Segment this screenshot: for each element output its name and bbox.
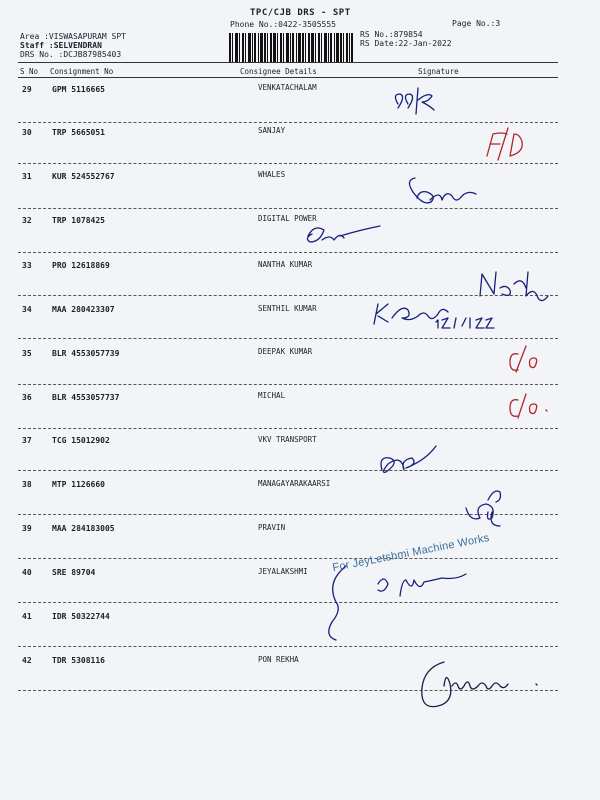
row-consignment: TRP 5665051: [52, 128, 105, 137]
row-separator: [18, 252, 558, 253]
row-sno: 34: [22, 305, 32, 314]
row-consignee: VENKATACHALAM: [258, 83, 317, 92]
row-separator: [18, 338, 558, 339]
row-sno: 37: [22, 436, 32, 445]
area-label: Area :VISWASAPURAM SPT: [20, 32, 126, 41]
row-consignee: JEYALAKSHMI: [258, 567, 308, 576]
row-sno: 30: [22, 128, 32, 137]
staff-label: Staff :SELVENDRAN: [20, 41, 102, 50]
mark-row30: [487, 128, 522, 160]
row-separator: [18, 384, 558, 385]
row-separator: [18, 208, 558, 209]
barcode-image: [229, 33, 353, 63]
signature-row42: [422, 662, 537, 707]
row-separator: [18, 514, 558, 515]
row-consignee: WHALES: [258, 170, 286, 179]
company-stamp: For JeyLetshmi Machine Works: [331, 531, 491, 575]
drs-number: DRS No. :DCJB87985403: [20, 50, 122, 59]
signature-row31: [409, 178, 476, 203]
signature-row37: [381, 446, 436, 472]
row-consignee: MANAGAYARAKAARSI: [258, 479, 331, 488]
row-sno: 32: [22, 216, 32, 225]
row-separator: [18, 163, 558, 164]
column-header-consignee: Consignee Details: [240, 67, 317, 76]
row-separator: [18, 122, 558, 123]
row-consignee: SANJAY: [258, 126, 286, 135]
row-sno: 42: [22, 656, 32, 665]
row-sno: 35: [22, 349, 32, 358]
row-consignee: SENTHIL KUMAR: [258, 304, 317, 313]
signature-row29: [395, 88, 434, 114]
document-title: TPC/CJB DRS - SPT: [250, 8, 351, 18]
row-consignment: KUR 524552767: [52, 172, 115, 181]
row-consignee: DIGITAL POWER: [258, 214, 317, 223]
column-header-signature: Signature: [418, 67, 459, 76]
row-consignment: SRE 89704: [52, 568, 96, 577]
mark-row36: [510, 394, 547, 418]
row-consignment: MTP 1126660: [52, 480, 105, 489]
row-sno: 36: [22, 393, 32, 402]
row-consignee: PRAVIN: [258, 523, 286, 532]
header-rule-bottom: [18, 77, 558, 78]
row-consignee: DEEPAK KUMAR: [258, 347, 313, 356]
row-consignment: MAA 284183005: [52, 524, 115, 533]
row-separator: [18, 295, 558, 296]
row-consignment: PRO 12618869: [52, 261, 110, 270]
row-consignment: MAA 280423307: [52, 305, 115, 314]
signature-row32: [307, 226, 380, 242]
phone-number: Phone No.:0422-3505555: [230, 20, 336, 29]
header-rule-top: [18, 62, 558, 63]
row-consignment: TRP 1078425: [52, 216, 105, 225]
row-separator: [18, 602, 558, 603]
column-header-sno: S No: [20, 67, 39, 76]
row-consignment: BLR 4553057739: [52, 349, 120, 358]
row-sno: 41: [22, 612, 32, 621]
row-separator: [18, 428, 558, 429]
rs-date: RS Date:22-Jan-2022: [360, 39, 452, 48]
signature-row34-b: [436, 318, 494, 328]
row-consignee: NANTHA KUMAR: [258, 260, 313, 269]
page-number: Page No.:3: [452, 19, 501, 28]
signature-row34-c: [480, 272, 548, 301]
row-separator: [18, 558, 558, 559]
mark-row35: [510, 346, 537, 372]
signature-row38: [466, 491, 501, 526]
row-consignment: TCG 15012902: [52, 436, 110, 445]
row-consignee: MICHAL: [258, 391, 286, 400]
row-separator: [18, 690, 558, 691]
row-consignee: VKV TRANSPORT: [258, 435, 317, 444]
row-sno: 29: [22, 85, 32, 94]
row-consignee: PON REKHA: [258, 655, 299, 664]
signature-row34-a: [374, 304, 448, 324]
row-consignment: GPM 5116665: [52, 85, 105, 94]
row-separator: [18, 646, 558, 647]
rs-number: RS No.:879854: [360, 30, 423, 39]
row-sno: 40: [22, 568, 32, 577]
row-consignment: TDR 5308116: [52, 656, 105, 665]
row-sno: 31: [22, 172, 32, 181]
row-consignment: BLR 4553057737: [52, 393, 120, 402]
row-consignment: IDR 50322744: [52, 612, 110, 621]
row-sno: 33: [22, 261, 32, 270]
row-separator: [18, 470, 558, 471]
row-sno: 39: [22, 524, 32, 533]
column-header-consignment: Consignment No: [50, 67, 114, 76]
row-sno: 38: [22, 480, 32, 489]
